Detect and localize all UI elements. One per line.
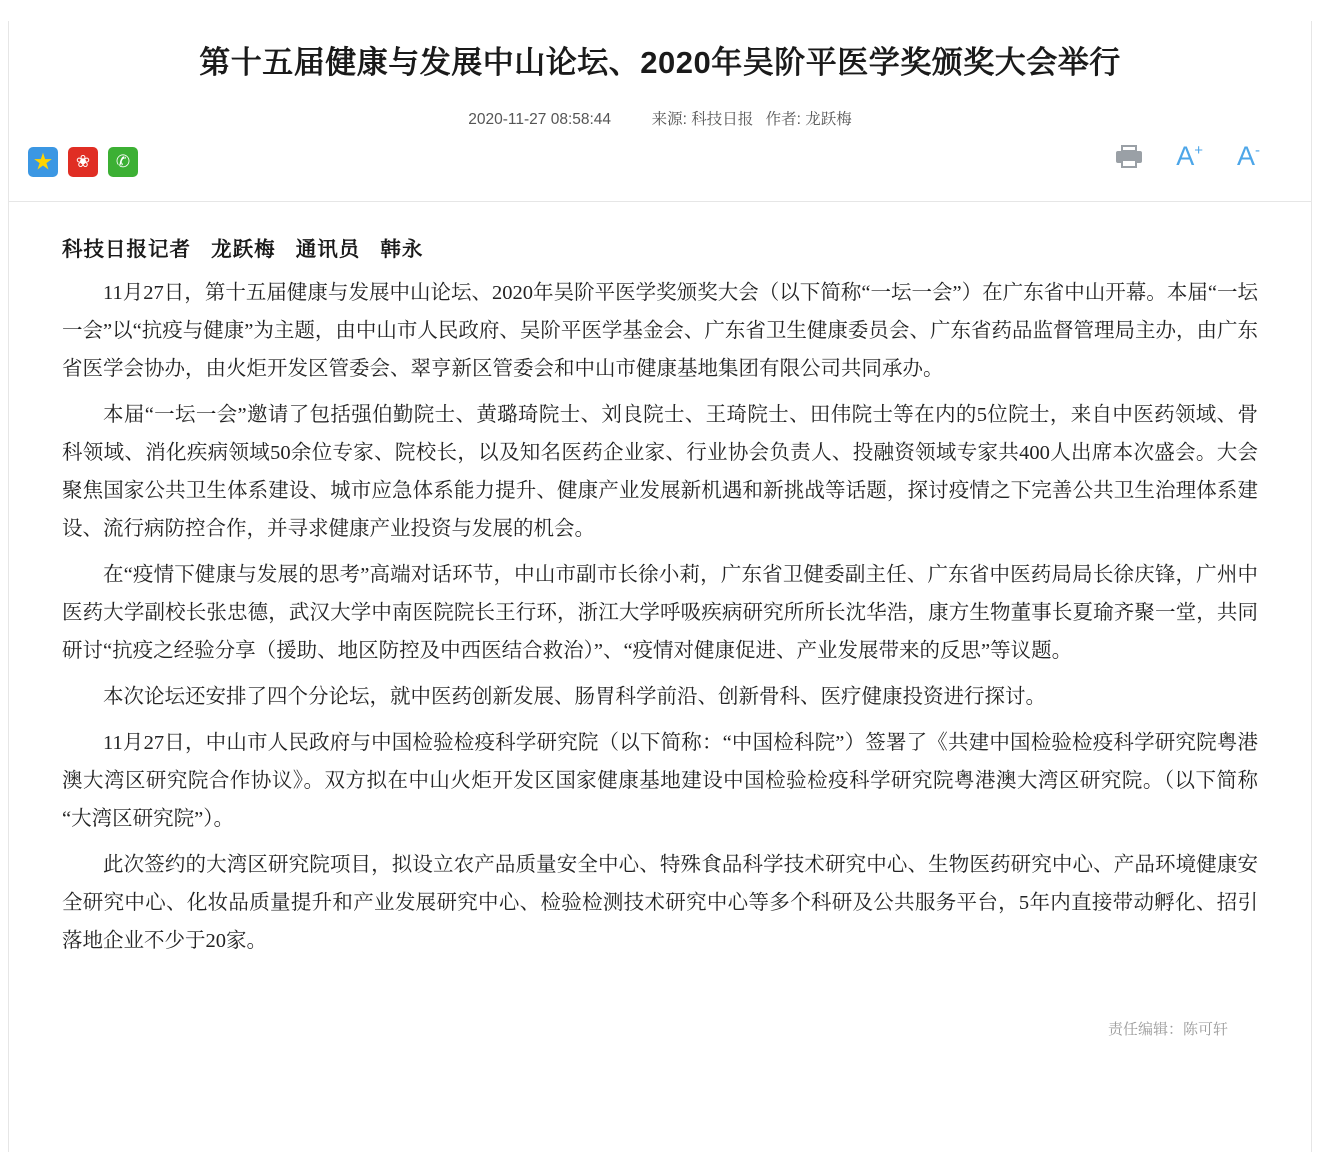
byline-reporter-label: 科技日报记者 [62,239,191,262]
article-page [0,21,1320,1152]
article-source: 来源: 科技日报 [651,111,754,129]
print-icon[interactable] [1116,144,1142,170]
weibo-icon[interactable] [68,147,98,177]
print-icon-top [1121,145,1137,152]
share-icon-group [28,147,138,177]
article-body [0,202,1320,978]
view-tools [1116,143,1260,170]
article-paragraph: 此次签约的大湾区研究院项目，拟设立农产品质量安全中心、特殊食品科学技术研究中心、生物医药研究中心、产品环境健康安全研究中心、化妆品质量提升和产业发展研究中心、检验检测技术研究中心等多个科研及公共服务平台，5年内直接带动孵化、招引落地企业不少于20家。 [62,854,1258,953]
editor-credit: 责任编辑：陈可轩 [1107,1021,1228,1039]
byline-reporter-name: 龙跃梅 [211,239,276,262]
font-decrease-sup: - [1255,142,1260,160]
page-title: 第十五届健康与发展中山论坛、2020年吴阶平医学奖颁奖大会举行 [199,44,1121,80]
article-author: 作者: 龙跃梅 [765,111,852,129]
print-icon-paper [1121,159,1137,168]
font-increase-button[interactable] [1176,143,1203,170]
publish-datetime: 2020-11-27 08:58:44 [468,111,612,129]
star-glyph: ★ [33,151,53,173]
byline-correspondent-label: 通讯员 [295,239,361,262]
article-paragraph: 本次论坛还安排了四个分论坛，就中医药创新发展、肠胃科学前沿、创新骨科、医疗健康投资进行探讨。 [103,686,1046,709]
article-meta [0,107,1320,129]
article-paragraph: 在“疫情下健康与发展的思考”高端对话环节，中山市副市长徐小莉，广东省卫健委副主任、广东省中医药局局长徐庆锋，广州中医药大学副校长张忠德，武汉大学中南医院院长王行环，浙江大学呼吸疾病研究所所长沈华浩，康方生物董事长夏瑜齐聚一堂，共同研讨“抗疫之经验分享（援助、地区防控及中西医结合救治）”、“疫情对健康促进、产业发展带来的反思”等议题。 [62,564,1258,663]
font-increase-label: A [1176,141,1195,172]
byline [62,232,1258,262]
article-paragraph: 11月27日，中山市人民政府与中国检验检疫科学研究院（以下简称：“中国检科院”）签署了《共建中国检验检疫科学研究院粤港澳大湾区研究院合作协议》。双方拟在中山火炬开发区国家健康基地建设中国检验检疫科学研究院粤港澳大湾区研究院。（以下简称“大湾区研究院”）。 [62,732,1258,831]
font-decrease-label: A [1236,141,1255,172]
font-increase-sup: + [1194,142,1203,160]
font-decrease-button[interactable] [1237,143,1260,170]
weibo-glyph: ❀ [75,151,91,172]
favorite-icon[interactable] [28,147,58,177]
article-paragraph: 11月27日，第十五届健康与发展中山论坛、2020年吴阶平医学奖颁奖大会（以下简称“一坛一会”）在广东省中山开幕。本届“一坛一会”以“抗疫与健康”为主题，由中山市人民政府、吴阶平医学基金会、广东省卫生健康委员会、广东省药品监督管理局主办，由广东省医学会协办，由火炬开发区管委会、翠亨新区管委会和中山市健康基地集团有限公司共同承办。 [62,282,1258,381]
article-toolbar [0,141,1320,197]
byline-correspondent-name: 韩永 [380,239,424,262]
wechat-icon[interactable] [108,147,138,177]
article-paragraph: 本届“一坛一会”邀请了包括强伯勤院士、黄璐琦院士、刘良院士、王琦院士、田伟院士等在内的5位院士，来自中医药领域、骨科领域、消化疾病领域50余位专家、院校长，以及知名医药企业家、行业协会负责人、投融资领域专家共400人出席本次盛会。大会聚焦国家公共卫生体系建设、城市应急体系能力提升、健康产业发展新机遇和新挑战等话题，探讨疫情之下完善公共卫生治理体系建设、流行病防控合作，并寻求健康产业投资与发展的机会。 [62,404,1258,541]
wechat-glyph: ✆ [115,151,131,172]
